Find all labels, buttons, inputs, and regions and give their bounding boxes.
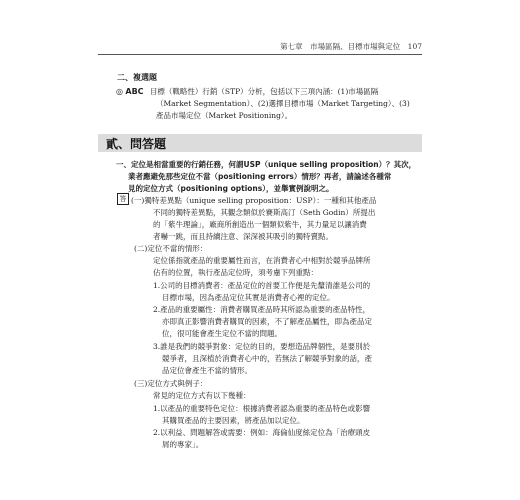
question-line-1: 一、定位是相當重要的行銷任務，何謂USP（unique selling proposition）？其次， <box>116 160 417 169</box>
answer-line: 其購買產品的主要因素，將產品加以定位。 <box>162 416 305 425</box>
answer-line: 位，很可能會產生定位不當的問題。 <box>162 329 282 338</box>
answer-line: 的「紫牛理論」，廠商所創造出一個類似紫牛，其力量足以讓消費 <box>153 220 367 229</box>
answer-line: 常見的定位方式有以下幾種： <box>153 391 251 400</box>
answer-line: 者嚇一跳，而且持續注意、深深被其吸引的獨特賣點。 <box>153 232 333 241</box>
abc-badge-icon: ◎ <box>116 87 123 96</box>
answer-line: 2.以利益、問題解答或需要：例如：海倫仙度絲定位為「治療頭皮 <box>153 428 371 437</box>
answer-line: 目標市場，因為產品定位其實是消費者心裡的定位。 <box>162 293 335 302</box>
running-header: 第七章 市場區隔、目標市場與定位 107 <box>280 42 422 51</box>
answer-line: (一)獨特差異點（unique selling proposition：USP）：一種和其他產品 <box>131 196 377 205</box>
answer-line: 1.以產品的重要特色定位：根據消費者認為重要的產品特色或影響 <box>153 404 371 413</box>
abc-answer-line <box>116 86 378 97</box>
abc-line-1: 目標（戰略性）行銷（STP）分析，包括以下三項內涵：(1)市場區隔 <box>149 87 379 96</box>
answer-line: 不同的獨特差異點，其觀念類似於賽斯高汀（Seth Godin）所提出 <box>153 208 376 217</box>
answer-line: (三)定位方式與例子： <box>134 379 208 388</box>
answer-line: 品定位會產生不當的情形。 <box>162 366 252 375</box>
answer-line: 佔有的位置，執行產品定位時，須考慮下列重點： <box>153 268 318 277</box>
answer-line: 屑的專家」。 <box>162 440 204 449</box>
abc-badge: ABC <box>125 87 144 96</box>
answer-badge: 答 <box>117 193 129 205</box>
answer-line: 競爭者，且深植於消費者心中的，若無法了解競爭對象的話，產 <box>162 354 372 363</box>
answer-line: 亦即真正影響消費者購買的因素，不了解產品屬性，即為產品定 <box>162 317 372 326</box>
abc-line-3: 產品市場定位（Market Positioning）。 <box>156 111 293 120</box>
question-line-3: 見的定位方式（positioning options），並舉實例說明之。 <box>128 184 334 193</box>
abc-line-2: （Market Segmentation）、(2)選擇目標市場（Market Targeting）、(3) <box>156 99 410 108</box>
answer-line: 定位係指就產品的重要屬性而言，在消費者心中相對於競爭品牌所 <box>153 256 371 265</box>
question-line-2: 業者應避免那些定位不當（positioning errors）情形？再者，請論述各種常 <box>128 172 392 181</box>
section-band <box>98 134 422 152</box>
answer-line: 2.產品的重要屬性：消費者購買產品時其所認為重要的產品特性， <box>153 305 371 314</box>
section-title-essay: 貳、問答題 <box>106 137 167 151</box>
answer-line: 1.公司的目標消費者：產品定位的首要工作便是先釐清誰是公司的 <box>153 281 371 290</box>
answer-line: 3.誰是我們的競爭對象：定位的目的，要想造品牌個性，是要別於 <box>153 342 371 351</box>
header-rule <box>98 54 422 55</box>
section-title-multiple-choice: 二、複選題 <box>117 72 157 82</box>
answer-line: (二)定位不當的情形： <box>134 244 208 253</box>
